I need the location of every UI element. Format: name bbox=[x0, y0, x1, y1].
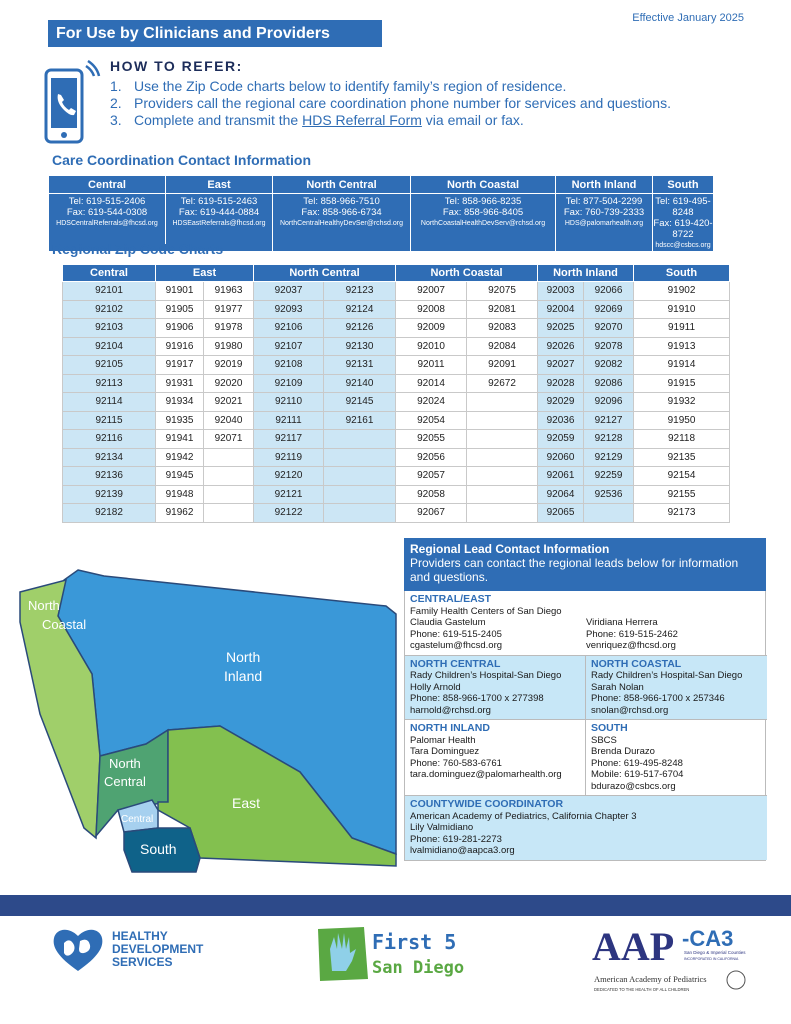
zip-cell: 92104 bbox=[63, 337, 156, 356]
lead-phone: Phone: 619-281-2273 bbox=[410, 833, 502, 845]
zip-cell: 92116 bbox=[63, 430, 156, 449]
aap-name: American Academy of Pediatrics bbox=[594, 974, 707, 984]
zip-cell: 91906 bbox=[156, 319, 204, 338]
zip-header: Central bbox=[63, 265, 156, 282]
cc-tel: Tel: 858-966-8235 bbox=[444, 196, 522, 207]
zip-row bbox=[63, 393, 730, 412]
step-text: Use the Zip Code charts below to identify family’s region of residence. bbox=[134, 78, 567, 94]
step-text: Complete and transmit the bbox=[134, 112, 303, 128]
zip-cell: 91914 bbox=[634, 356, 730, 375]
zip-cell: 91962 bbox=[156, 504, 204, 523]
zip-cell: 92140 bbox=[324, 374, 396, 393]
page-title-banner: For Use by Clinicians and Providers bbox=[48, 20, 382, 47]
step-number: 3. bbox=[110, 112, 122, 128]
regional-lead-header bbox=[404, 538, 766, 591]
zip-cell: 92117 bbox=[254, 430, 324, 449]
regional-lead-title: Regional Lead Contact Information bbox=[410, 542, 610, 556]
zip-header: South bbox=[634, 265, 730, 282]
lead-countywide bbox=[405, 795, 767, 860]
zip-cell: 92105 bbox=[63, 356, 156, 375]
lead-name: Lily Valmidiano bbox=[410, 822, 474, 833]
zip-row bbox=[63, 356, 730, 375]
zip-cell: 92056 bbox=[396, 448, 467, 467]
map-label-north-central: Central bbox=[104, 774, 146, 789]
cc-fax: Fax: 858-966-6734 bbox=[301, 207, 382, 218]
zip-cell: 92054 bbox=[396, 411, 467, 430]
lead-north-inland bbox=[405, 719, 586, 795]
zip-cell: 91913 bbox=[634, 337, 730, 356]
cc-fax: Fax: 619-544-0308 bbox=[66, 207, 148, 218]
zip-cell: 92004 bbox=[538, 300, 584, 319]
zip-cell: 92129 bbox=[584, 448, 634, 467]
zip-cell: 92011 bbox=[396, 356, 467, 375]
lead-org: Rady Children’s Hospital-San Diego bbox=[591, 670, 743, 681]
hds-referral-form-link[interactable]: HDS Referral Form bbox=[302, 112, 422, 128]
zip-cell: 92124 bbox=[324, 300, 396, 319]
lead-south bbox=[586, 719, 767, 795]
zip-cell: 92134 bbox=[63, 448, 156, 467]
zip-cell: 92111 bbox=[254, 411, 324, 430]
zip-cell: 92139 bbox=[63, 485, 156, 504]
zip-header: North Inland bbox=[538, 265, 634, 282]
zip-cell: 92024 bbox=[396, 393, 467, 412]
zip-cell: 91945 bbox=[156, 467, 204, 486]
zip-cell: 92126 bbox=[324, 319, 396, 338]
cc-contact-north-inland bbox=[556, 194, 653, 252]
zip-header: North Central bbox=[254, 265, 396, 282]
zip-cell bbox=[467, 430, 538, 449]
zip-cell: 91901 bbox=[156, 282, 204, 301]
cc-contact-south bbox=[653, 194, 714, 252]
first5-logo bbox=[316, 925, 468, 983]
lead-name: Tara Dominguez bbox=[410, 746, 480, 757]
lead-phone: Phone: 619-515-2405 bbox=[410, 628, 502, 640]
zip-cell: 92014 bbox=[396, 374, 467, 393]
zip-cell bbox=[324, 467, 396, 486]
cc-email[interactable]: hdscc@csbcs.org bbox=[655, 242, 711, 249]
zip-cell: 92136 bbox=[63, 467, 156, 486]
zip-cell: 92121 bbox=[254, 485, 324, 504]
zip-cell: 91902 bbox=[634, 282, 730, 301]
zip-cell bbox=[324, 504, 396, 523]
zip-cell: 92127 bbox=[584, 411, 634, 430]
cc-email[interactable]: HDS@palomarhealth.org bbox=[564, 220, 644, 227]
zip-row bbox=[63, 430, 730, 449]
lead-mobile: Mobile: 619-517-6704 bbox=[591, 769, 684, 780]
lead-phone: Phone: 619-495-8248 bbox=[591, 757, 683, 769]
cc-contact-north-central bbox=[273, 194, 411, 252]
lead-name: Holly Arnold bbox=[410, 681, 461, 693]
zip-row bbox=[63, 448, 730, 467]
zip-row bbox=[63, 504, 730, 523]
zip-cell: 92029 bbox=[538, 393, 584, 412]
lead-phone: Phone: 858-966-1700 x 257346 bbox=[591, 693, 725, 704]
zip-cell: 92120 bbox=[254, 467, 324, 486]
map-label-north-inland: North bbox=[226, 649, 261, 665]
aap-logo-text: -CA3 bbox=[682, 926, 734, 951]
zip-cell bbox=[204, 485, 254, 504]
cc-tel: Tel: 619-515-2406 bbox=[68, 196, 146, 207]
zip-cell: 92259 bbox=[584, 467, 634, 486]
zip-cell bbox=[324, 485, 396, 504]
zip-row bbox=[63, 282, 730, 301]
zip-cell: 92155 bbox=[634, 485, 730, 504]
zip-cell: 92119 bbox=[254, 448, 324, 467]
zip-cell: 92101 bbox=[63, 282, 156, 301]
zip-cell: 92084 bbox=[467, 337, 538, 356]
zip-cell: 92007 bbox=[396, 282, 467, 301]
zip-cell: 92058 bbox=[396, 485, 467, 504]
zip-cell: 91977 bbox=[204, 300, 254, 319]
zip-cell: 91934 bbox=[156, 393, 204, 412]
cc-tel: Tel: 877-504-2299 bbox=[565, 196, 643, 207]
lead-phone: Phone: 760-583-6761 bbox=[410, 757, 502, 769]
zip-cell: 91917 bbox=[156, 356, 204, 375]
cc-email[interactable]: HDSEastReferrals@fhcsd.org bbox=[172, 220, 266, 227]
zip-cell: 91941 bbox=[156, 430, 204, 449]
step-number: 1. bbox=[110, 78, 122, 94]
aap-logo-subtext: INCORPORATED IN CALIFORNIA bbox=[684, 957, 739, 961]
zip-cell: 92114 bbox=[63, 393, 156, 412]
zip-cell: 92036 bbox=[538, 411, 584, 430]
lead-phone: Phone: 619-515-2462 bbox=[586, 628, 678, 640]
hds-logo-text: SERVICES bbox=[112, 954, 173, 969]
step-item bbox=[110, 112, 671, 129]
zip-cell: 92083 bbox=[467, 319, 538, 338]
zip-cell: 92086 bbox=[584, 374, 634, 393]
aap-tagline: DEDICATED TO THE HEALTH OF ALL CHILDREN bbox=[594, 987, 690, 992]
zip-cell: 92059 bbox=[538, 430, 584, 449]
zip-cell bbox=[324, 430, 396, 449]
step-number: 2. bbox=[110, 95, 122, 111]
cc-fax: Fax: 619-444-0884 bbox=[178, 207, 260, 218]
cc-contact-north-coastal bbox=[411, 194, 556, 252]
cc-header: North Inland bbox=[556, 176, 653, 194]
zip-cell bbox=[467, 393, 538, 412]
zip-cell: 92040 bbox=[204, 411, 254, 430]
zip-cell: 91978 bbox=[204, 319, 254, 338]
heart-hands-icon bbox=[50, 925, 106, 973]
cc-header: Central bbox=[49, 176, 166, 194]
region-map bbox=[0, 566, 400, 886]
lead-org: Palomar Health bbox=[410, 734, 476, 746]
cc-header: North Central bbox=[273, 176, 411, 194]
zip-cell: 92075 bbox=[467, 282, 538, 301]
zip-cell: 92145 bbox=[324, 393, 396, 412]
zip-charts-title: Regional Zip Code Charts bbox=[52, 241, 224, 257]
lead-org: Rady Children’s Hospital-San Diego bbox=[410, 670, 562, 681]
lead-name: Claudia Gastelum bbox=[410, 617, 486, 628]
hds-logo-text: DEVELOPMENT bbox=[112, 941, 204, 956]
map-label-south: South bbox=[140, 841, 177, 857]
aap-seal-icon bbox=[727, 971, 745, 989]
zip-cell: 92070 bbox=[584, 319, 634, 338]
zip-cell: 92067 bbox=[396, 504, 467, 523]
lead-name: Sarah Nolan bbox=[591, 681, 644, 693]
zip-cell: 91932 bbox=[634, 393, 730, 412]
zip-cell bbox=[467, 504, 538, 523]
zip-cell bbox=[467, 411, 538, 430]
zip-cell: 92019 bbox=[204, 356, 254, 375]
zip-cell: 92028 bbox=[538, 374, 584, 393]
aap-logo-text: AAP bbox=[592, 924, 675, 969]
cc-email[interactable]: NorthCentralHealthyDevSer@rchsd.org bbox=[279, 220, 404, 227]
lead-region: NORTH INLAND bbox=[410, 722, 490, 734]
zip-cell: 92082 bbox=[584, 356, 634, 375]
zip-cell: 92182 bbox=[63, 504, 156, 523]
zip-cell: 92069 bbox=[584, 300, 634, 319]
zip-cell: 92057 bbox=[396, 467, 467, 486]
zip-cell: 92131 bbox=[324, 356, 396, 375]
zip-cell: 91915 bbox=[634, 374, 730, 393]
cc-tel: Tel: 858-966-7510 bbox=[303, 196, 380, 207]
zip-row bbox=[63, 411, 730, 430]
lead-email[interactable]: lvalmidiano@aapca3.org bbox=[410, 845, 515, 856]
zip-row bbox=[63, 319, 730, 338]
zip-cell: 92122 bbox=[254, 504, 324, 523]
zip-cell: 92536 bbox=[584, 485, 634, 504]
lead-region: COUNTYWIDE COORDINATOR bbox=[410, 798, 564, 810]
zip-cell: 91942 bbox=[156, 448, 204, 467]
zip-cell: 91911 bbox=[634, 319, 730, 338]
zip-row bbox=[63, 337, 730, 356]
zip-cell: 92113 bbox=[63, 374, 156, 393]
zip-cell: 91935 bbox=[156, 411, 204, 430]
phone-icon bbox=[42, 60, 102, 144]
zip-cell: 92123 bbox=[324, 282, 396, 301]
zip-cell: 92008 bbox=[396, 300, 467, 319]
cc-email[interactable]: NorthCoastalHealthDevServ@rchsd.org bbox=[420, 220, 546, 227]
zip-cell: 92003 bbox=[538, 282, 584, 301]
lead-org: Family Health Centers of San Diego bbox=[410, 605, 562, 617]
map-label-north-inland: Inland bbox=[224, 668, 263, 684]
step-item bbox=[110, 78, 671, 95]
zip-cell: 92154 bbox=[634, 467, 730, 486]
lead-name: Brenda Durazo bbox=[591, 746, 655, 757]
cc-header: East bbox=[166, 176, 273, 194]
zip-cell: 92065 bbox=[538, 504, 584, 523]
step-text: Providers call the regional care coordination phone number for services and questions. bbox=[134, 95, 671, 111]
aap-ca3-logo bbox=[590, 920, 750, 1000]
zip-header: North Coastal bbox=[396, 265, 538, 282]
aap-logo-subtext: San Diego & Imperial Counties bbox=[684, 950, 746, 955]
step-text: via email or fax. bbox=[421, 112, 524, 128]
zip-cell: 92025 bbox=[538, 319, 584, 338]
zip-code-table bbox=[62, 264, 730, 523]
zip-cell: 92106 bbox=[254, 319, 324, 338]
effective-date: Effective January 2025 bbox=[632, 12, 744, 24]
cc-header: North Coastal bbox=[411, 176, 556, 194]
lead-region: SOUTH bbox=[591, 722, 628, 734]
zip-cell: 92071 bbox=[204, 430, 254, 449]
lead-org: American Academy of Pediatrics, California Chapter 3 bbox=[410, 810, 637, 822]
map-label-north-coastal: Coastal bbox=[42, 617, 87, 632]
zip-cell: 92066 bbox=[584, 282, 634, 301]
zip-cell: 92110 bbox=[254, 393, 324, 412]
lead-email[interactable]: snolan@rchsd.org bbox=[591, 704, 669, 716]
zip-cell bbox=[467, 467, 538, 486]
cc-fax: Fax: 619-420-8722 bbox=[653, 218, 713, 240]
cc-fax: Fax: 760-739-2333 bbox=[563, 207, 645, 218]
zip-cell: 91916 bbox=[156, 337, 204, 356]
cc-tel: Tel: 619-495-8248 bbox=[655, 196, 711, 218]
zip-header: East bbox=[156, 265, 254, 282]
zip-cell: 92021 bbox=[204, 393, 254, 412]
zip-cell: 91980 bbox=[204, 337, 254, 356]
hds-logo bbox=[50, 925, 203, 973]
lead-central-east bbox=[405, 591, 767, 655]
care-coordination-title: Care Coordination Contact Information bbox=[52, 152, 311, 168]
zip-row bbox=[63, 467, 730, 486]
lead-email[interactable]: tara.dominguez@palomarhealth.org bbox=[410, 769, 562, 780]
first5-logo-text: San Diego bbox=[372, 958, 465, 978]
cc-email[interactable]: HDSCentralReferrals@fhcsd.org bbox=[56, 220, 158, 227]
zip-cell: 92672 bbox=[467, 374, 538, 393]
zip-cell: 92128 bbox=[584, 430, 634, 449]
zip-cell: 92135 bbox=[634, 448, 730, 467]
lead-email[interactable]: bdurazo@csbcs.org bbox=[591, 780, 676, 792]
lead-name: Viridiana Herrera bbox=[586, 617, 658, 628]
zip-cell: 92109 bbox=[254, 374, 324, 393]
hds-logo-text: HEALTHY bbox=[112, 928, 168, 943]
map-label-east: East bbox=[232, 795, 261, 811]
zip-cell: 91963 bbox=[204, 282, 254, 301]
zip-cell: 92107 bbox=[254, 337, 324, 356]
lead-email[interactable]: cgastelum@fhcsd.org bbox=[410, 640, 503, 651]
zip-row bbox=[63, 300, 730, 319]
step-item bbox=[110, 95, 671, 112]
zip-row bbox=[63, 485, 730, 504]
map-label-central: Central bbox=[121, 814, 154, 825]
zip-cell: 92103 bbox=[63, 319, 156, 338]
zip-cell: 92118 bbox=[634, 430, 730, 449]
zip-cell: 92009 bbox=[396, 319, 467, 338]
zip-cell: 91910 bbox=[634, 300, 730, 319]
zip-cell: 92173 bbox=[634, 504, 730, 523]
zip-cell: 92064 bbox=[538, 485, 584, 504]
zip-cell bbox=[204, 448, 254, 467]
zip-cell: 91950 bbox=[634, 411, 730, 430]
zip-cell bbox=[324, 448, 396, 467]
cc-tel: Tel: 619-515-2463 bbox=[180, 196, 258, 207]
lead-region: CENTRAL/EAST bbox=[410, 593, 492, 605]
zip-cell: 91948 bbox=[156, 485, 204, 504]
zip-cell: 92161 bbox=[324, 411, 396, 430]
zip-cell bbox=[467, 448, 538, 467]
zip-cell bbox=[467, 485, 538, 504]
first5-logo-text: First 5 bbox=[372, 930, 457, 954]
regional-lead-subtitle: Providers can contact the regional leads below for information and questions. bbox=[410, 556, 739, 584]
zip-cell: 92020 bbox=[204, 374, 254, 393]
zip-cell: 92108 bbox=[254, 356, 324, 375]
lead-north-central bbox=[405, 655, 586, 720]
map-label-north-coastal: North bbox=[28, 598, 60, 613]
zip-cell: 92078 bbox=[584, 337, 634, 356]
zip-cell bbox=[584, 504, 634, 523]
lead-region: NORTH COASTAL bbox=[591, 657, 682, 670]
lead-north-coastal bbox=[586, 655, 767, 720]
map-label-north-central: North bbox=[109, 756, 141, 771]
zip-cell: 92055 bbox=[396, 430, 467, 449]
zip-cell: 92096 bbox=[584, 393, 634, 412]
zip-cell: 92093 bbox=[254, 300, 324, 319]
zip-cell: 92130 bbox=[324, 337, 396, 356]
lead-phone: Phone: 858-966-1700 x 277398 bbox=[410, 693, 544, 704]
zip-row bbox=[63, 374, 730, 393]
zip-cell: 92010 bbox=[396, 337, 467, 356]
how-to-title: HOW TO REFER: bbox=[110, 58, 243, 74]
zip-cell bbox=[204, 467, 254, 486]
zip-cell: 92102 bbox=[63, 300, 156, 319]
cc-fax: Fax: 858-966-8405 bbox=[442, 207, 524, 218]
lead-email[interactable]: venriquez@fhcsd.org bbox=[586, 640, 676, 651]
lead-email[interactable]: harnold@rchsd.org bbox=[410, 704, 491, 716]
zip-cell: 92037 bbox=[254, 282, 324, 301]
footer-bar bbox=[0, 895, 791, 916]
cc-header: South bbox=[653, 176, 714, 194]
zip-cell: 92027 bbox=[538, 356, 584, 375]
zip-cell: 91931 bbox=[156, 374, 204, 393]
zip-cell: 92091 bbox=[467, 356, 538, 375]
zip-cell: 92060 bbox=[538, 448, 584, 467]
zip-cell: 92081 bbox=[467, 300, 538, 319]
regional-lead-panel bbox=[404, 538, 766, 861]
zip-cell: 91905 bbox=[156, 300, 204, 319]
zip-cell bbox=[204, 504, 254, 523]
lead-region: NORTH CENTRAL bbox=[410, 657, 501, 670]
zip-cell: 92026 bbox=[538, 337, 584, 356]
lead-org: SBCS bbox=[591, 734, 617, 746]
zip-cell: 92061 bbox=[538, 467, 584, 486]
how-to-steps bbox=[110, 78, 671, 129]
zip-cell: 92115 bbox=[63, 411, 156, 430]
